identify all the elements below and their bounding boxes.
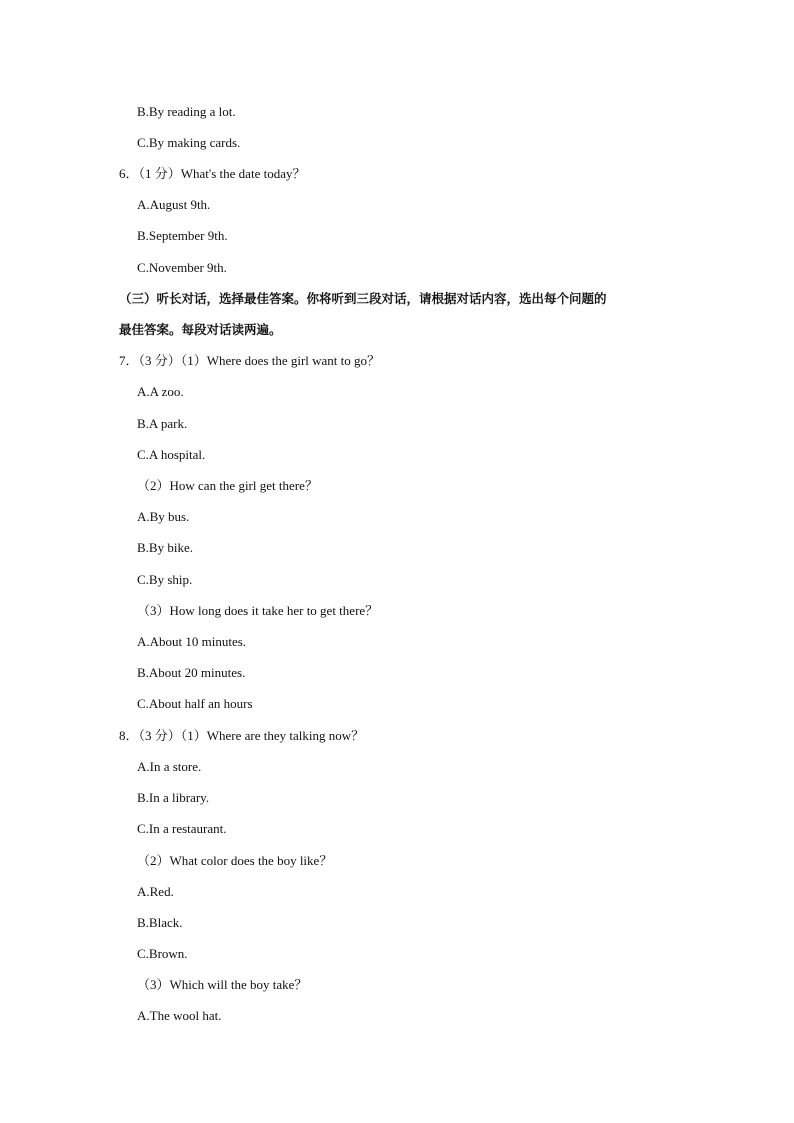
question-7-part-1: 7．（3 分）（1）Where does the girl want to go？ [119,353,381,368]
q6-option-c: C.November 9th. [137,260,227,275]
question-8-part-1: 8．（3 分）（1）Where are they talking now？ [119,728,365,743]
q8-1-option-b: B.In a library. [137,790,210,805]
question-7-part-3: （3）How long does it take her to get there？ [137,603,379,618]
section-heading-line1: （三）听长对话，选择最佳答案。你将听到三段对话，请根据对话内容，选出每个问题的 [119,291,607,306]
q8-2-option-c: C.Brown. [137,946,188,961]
q7-1-option-b: B.A park. [137,416,188,431]
q7-2-option-b: B.By bike. [137,540,193,555]
q7-2-option-a: A.By bus. [137,509,190,524]
section-heading-line2: 最佳答案。每段对话读两遍。 [119,322,282,337]
q6-option-b: B.September 9th. [137,228,228,243]
q7-1-option-c: C.A hospital. [137,447,206,462]
q7-3-option-a: A.About 10 minutes. [137,634,247,649]
q7-3-option-b: B.About 20 minutes. [137,665,246,680]
q6-option-a: A.August 9th. [137,197,211,212]
q8-1-option-c: C.In a restaurant. [137,821,227,836]
q8-2-option-a: A.Red. [137,884,174,899]
question-8-part-3: （3）Which will the boy take？ [137,977,308,992]
q8-1-option-a: A.In a store. [137,759,202,774]
q7-1-option-a: A.A zoo. [137,384,184,399]
question-6: 6．（1 分）What's the date today？ [119,166,306,181]
q5-option-b: B.By reading a lot. [137,104,236,119]
question-8-part-2: （2）What color does the boy like？ [137,853,333,868]
question-7-part-2: （2）How can the girl get there？ [137,478,318,493]
q5-option-c: C.By making cards. [137,135,241,150]
q7-3-option-c: C.About half an hours [137,696,253,711]
q7-2-option-c: C.By ship. [137,572,193,587]
q8-3-option-a: A.The wool hat. [137,1008,222,1023]
q8-2-option-b: B.Black. [137,915,183,930]
